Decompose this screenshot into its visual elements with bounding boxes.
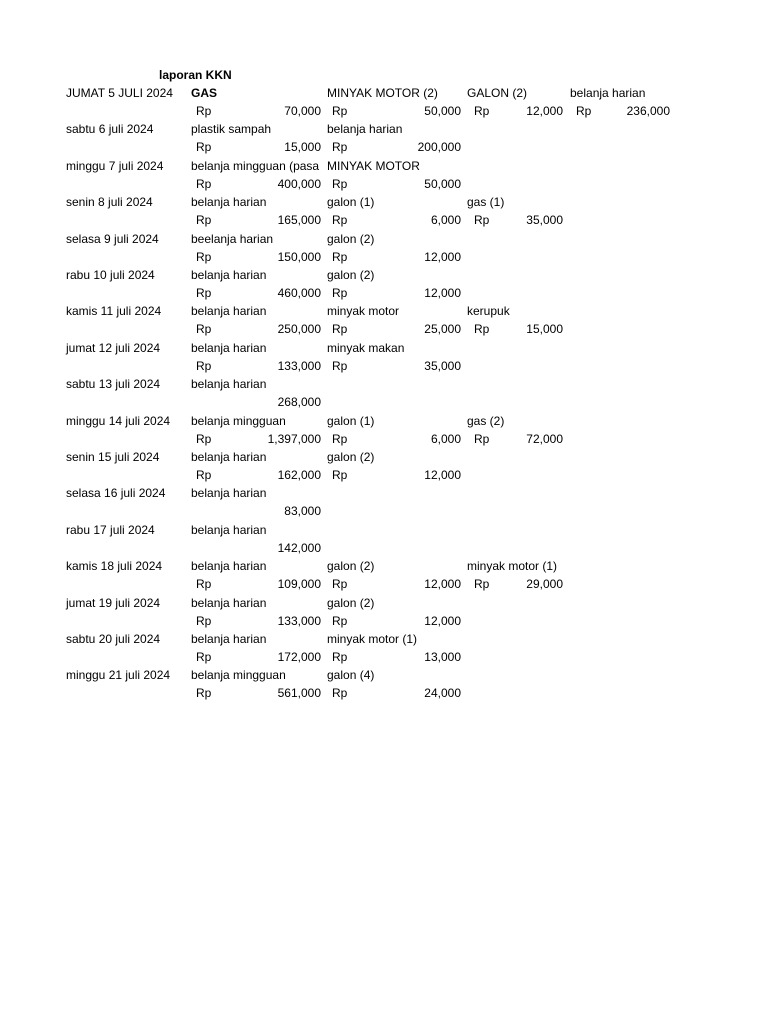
item-amount: 1,397,000 <box>267 431 321 446</box>
currency-label: Rp <box>332 140 348 155</box>
item-label: galon (1) <box>327 413 375 428</box>
item-amount: 72,000 <box>526 431 563 446</box>
item-amount: 172,000 <box>277 650 321 664</box>
item-amount: 133,000 <box>277 613 321 628</box>
item-amount: 236,000 <box>626 104 670 118</box>
row-date: jumat 12 juli 2024 <box>66 340 161 355</box>
item-amount: 133,000 <box>277 358 321 373</box>
item-label: GALON (2) <box>467 86 528 100</box>
item-amount: 460,000 <box>277 286 321 300</box>
row-date: senin 15 juli 2024 <box>66 450 160 464</box>
item-amount: 268,000 <box>277 395 321 410</box>
item-amount: 35,000 <box>526 213 563 228</box>
row-date: selasa 16 juli 2024 <box>66 486 166 501</box>
item-label: minyak motor (1) <box>327 632 418 646</box>
currency-label: Rp <box>196 358 212 373</box>
currency-label: Rp <box>332 104 348 118</box>
item-label: galon (2) <box>327 231 375 246</box>
item-label: kerupuk <box>467 304 510 319</box>
currency-label: Rp <box>474 322 490 337</box>
row-date: minggu 21 juli 2024 <box>66 668 171 683</box>
item-amount: 200,000 <box>417 140 461 155</box>
item-label: belanja harian <box>191 595 267 610</box>
currency-label: Rp <box>196 431 212 446</box>
item-label: belanja harian <box>570 86 646 100</box>
currency-label: Rp <box>332 358 348 373</box>
item-amount: 12,000 <box>424 577 461 592</box>
currency-label: Rp <box>332 468 348 482</box>
item-label: belanja harian <box>191 450 267 464</box>
currency-label: Rp <box>196 176 212 191</box>
item-label: gas (1) <box>467 195 505 210</box>
item-label: belanja harian <box>191 340 267 355</box>
item-amount: 24,000 <box>424 686 461 701</box>
item-amount: 50,000 <box>424 104 461 118</box>
currency-label: Rp <box>196 322 212 337</box>
currency-label: Rp <box>474 577 490 592</box>
item-label: belanja mingguan <box>191 668 286 683</box>
item-amount: 162,000 <box>277 468 321 482</box>
row-date: kamis 18 juli 2024 <box>66 559 163 574</box>
item-label: galon (2) <box>327 595 375 610</box>
item-amount: 70,000 <box>284 104 321 118</box>
item-label: GAS <box>191 86 218 100</box>
item-label: MINYAK MOTOR <box>327 158 420 173</box>
item-label: plastik sampah <box>191 122 272 137</box>
currency-label: Rp <box>332 650 348 664</box>
item-label: beelanja harian <box>191 231 274 246</box>
currency-label: Rp <box>196 468 212 482</box>
currency-label: Rp <box>332 613 348 628</box>
currency-label: Rp <box>576 104 592 118</box>
item-label: belanja mingguan <box>191 413 286 428</box>
item-label: galon (1) <box>327 195 375 210</box>
item-label: gas (2) <box>467 413 505 428</box>
row-date: minggu 14 juli 2024 <box>66 413 171 428</box>
item-label: belanja harian <box>191 195 267 210</box>
item-amount: 6,000 <box>430 431 461 446</box>
row-date: selasa 9 juli 2024 <box>66 231 159 246</box>
row-date: JUMAT 5 JULI 2024 <box>66 86 173 100</box>
item-label: minyak makan <box>327 340 405 355</box>
currency-label: Rp <box>196 613 212 628</box>
item-label: galon (4) <box>327 668 375 683</box>
item-amount: 12,000 <box>526 104 563 118</box>
currency-label: Rp <box>196 249 212 264</box>
currency-label: Rp <box>332 286 348 300</box>
item-amount: 109,000 <box>277 577 321 592</box>
currency-label: Rp <box>196 686 212 701</box>
currency-label: Rp <box>196 650 212 664</box>
item-amount: 13,000 <box>424 650 461 664</box>
currency-label: Rp <box>332 213 348 228</box>
currency-label: Rp <box>332 577 348 592</box>
currency-label: Rp <box>332 176 348 191</box>
item-label: MINYAK MOTOR (2) <box>327 86 438 100</box>
row-date: sabtu 20 juli 2024 <box>66 632 161 646</box>
item-label: minyak motor (1) <box>467 559 558 574</box>
item-label: belanja harian <box>191 632 267 646</box>
row-date: rabu 10 juli 2024 <box>66 268 155 282</box>
currency-label: Rp <box>196 140 212 155</box>
item-amount: 142,000 <box>277 540 321 555</box>
currency-label: Rp <box>332 686 348 701</box>
item-label: minyak motor <box>327 304 400 319</box>
item-amount: 25,000 <box>424 322 461 337</box>
item-label: belanja harian <box>191 522 267 537</box>
item-label: galon (2) <box>327 450 375 464</box>
item-amount: 165,000 <box>277 213 321 228</box>
row-date: jumat 19 juli 2024 <box>66 595 161 610</box>
currency-label: Rp <box>332 322 348 337</box>
currency-label: Rp <box>196 286 212 300</box>
item-label: belanja mingguan (pasa <box>191 158 320 173</box>
row-date: rabu 17 juli 2024 <box>66 522 155 537</box>
item-amount: 561,000 <box>277 686 321 701</box>
currency-label: Rp <box>196 104 212 118</box>
item-amount: 50,000 <box>424 176 461 191</box>
row-date: sabtu 6 juli 2024 <box>66 122 154 137</box>
item-amount: 12,000 <box>424 286 461 300</box>
report-title: laporan KKN <box>159 68 232 82</box>
currency-label: Rp <box>474 431 490 446</box>
item-amount: 35,000 <box>424 358 461 373</box>
currency-label: Rp <box>474 104 490 118</box>
item-label: galon (2) <box>327 559 375 574</box>
row-date: sabtu 13 juli 2024 <box>66 377 161 392</box>
item-amount: 12,000 <box>424 249 461 264</box>
item-amount: 250,000 <box>277 322 321 337</box>
item-amount: 400,000 <box>277 176 321 191</box>
item-label: belanja harian <box>191 559 267 574</box>
currency-label: Rp <box>332 431 348 446</box>
item-amount: 29,000 <box>526 577 563 592</box>
item-amount: 83,000 <box>284 504 321 519</box>
row-date: minggu 7 juli 2024 <box>66 158 164 173</box>
row-date: senin 8 juli 2024 <box>66 195 153 210</box>
currency-label: Rp <box>196 577 212 592</box>
row-date: kamis 11 juli 2024 <box>66 304 162 319</box>
item-label: galon (2) <box>327 268 375 282</box>
item-amount: 15,000 <box>284 140 321 155</box>
currency-label: Rp <box>332 249 348 264</box>
item-label: belanja harian <box>327 122 403 137</box>
item-label: belanja harian <box>191 486 267 501</box>
item-amount: 15,000 <box>526 322 563 337</box>
item-amount: 6,000 <box>430 213 461 228</box>
item-label: belanja harian <box>191 304 267 319</box>
item-amount: 12,000 <box>424 613 461 628</box>
currency-label: Rp <box>196 213 212 228</box>
currency-label: Rp <box>474 213 490 228</box>
item-amount: 12,000 <box>424 468 461 482</box>
item-label: belanja harian <box>191 268 267 282</box>
item-amount: 150,000 <box>277 249 321 264</box>
item-label: belanja harian <box>191 377 267 392</box>
